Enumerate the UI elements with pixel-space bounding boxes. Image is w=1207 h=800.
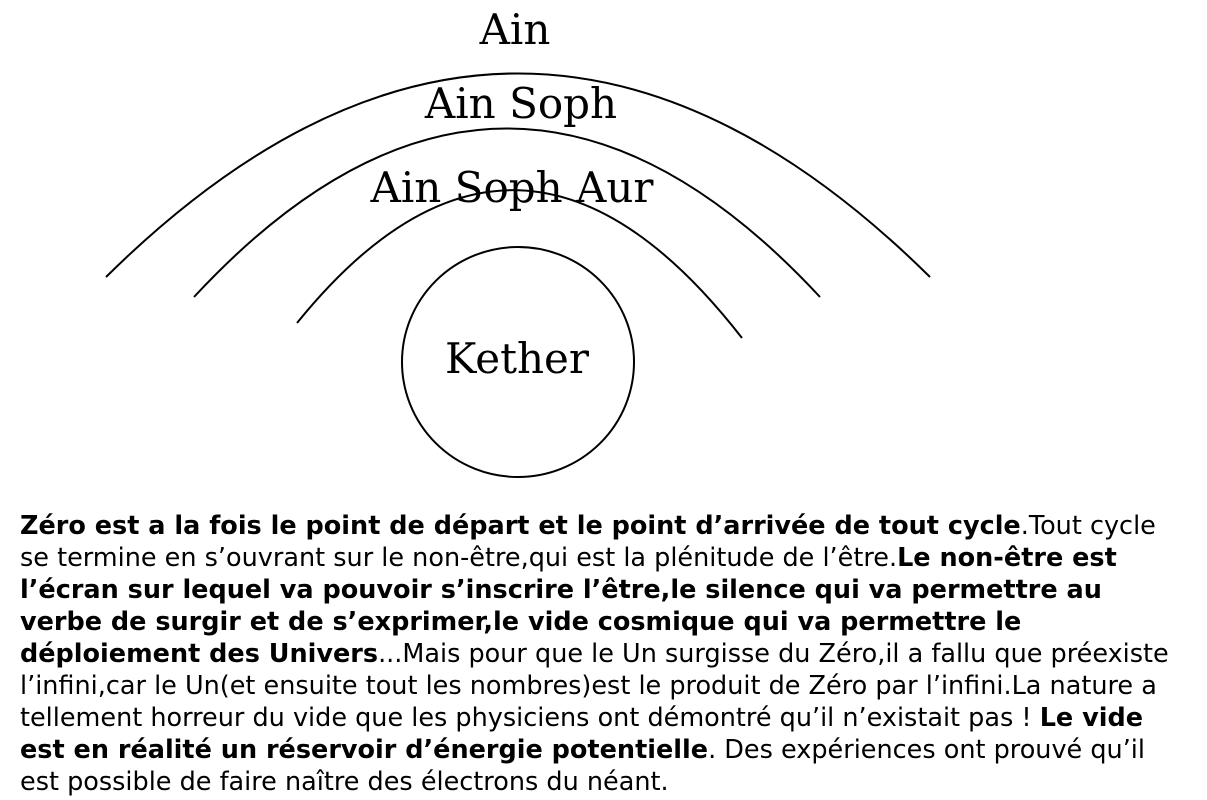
- label-ain-soph-aur: Ain Soph Aur: [370, 163, 654, 212]
- body-paragraph: [20, 510, 1190, 798]
- text-normal-3: . Des expériences ont prouvé qu’il est possible de faire naître des électrons du néant.: [20, 735, 1145, 797]
- text-bold-1: Zéro est a la fois le point de départ et le point d’arrivée de tout cycle: [20, 511, 1021, 541]
- middle-arc: [194, 129, 820, 298]
- inner-arc: [297, 190, 742, 338]
- text-normal-2: ...Mais pour que le Un surgisse du Zéro,il a fallu que préexiste l’infini,car le Un(et ensuite tout les nombres)est le produit de Zéro par l’infini.La nature a tellement horreur du vide que les physiciens ont démontré qu’il n’existait pas !: [20, 639, 1169, 733]
- text-bold-2: Le non-être est l’écran sur lequel va pouvoir s’inscrire l’être,le silence qui va permettre au verbe de surgir et de s’exprimer,le vide cosmique qui va permettre le déploiement des Univers: [20, 543, 1117, 669]
- label-ain: Ain: [479, 5, 551, 54]
- text-normal-1: .Tout cycle se termine en s’ouvrant sur le non-être,qui est la plénitude de l’être.: [20, 511, 1156, 573]
- text-bold-3: Le vide est en réalité un réservoir d’énergie potentielle: [20, 703, 1144, 765]
- label-ain-soph: Ain Soph: [424, 79, 618, 128]
- label-kether: Kether: [445, 334, 589, 383]
